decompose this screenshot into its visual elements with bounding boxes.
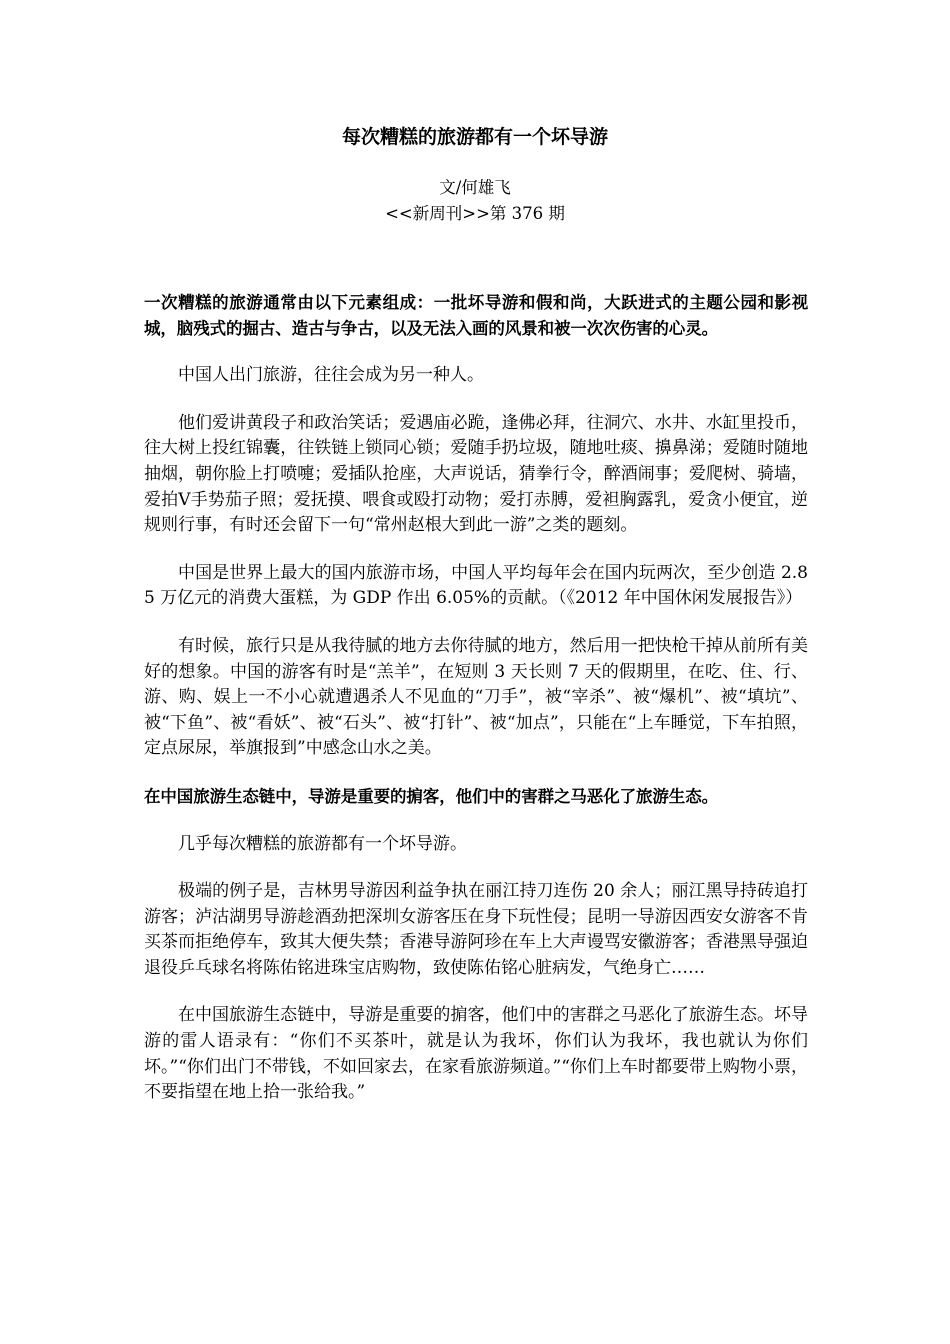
article-body — [144, 290, 808, 1128]
article-author: 文/何雄飞 — [439, 178, 511, 197]
body-paragraph: 在中国旅游生态链中，导游是重要的掮客，他们中的害群之马恶化了旅游生态。坏导游的雷人语录有：“你们不买茶叶，就是认为我坏，你们认为我坏，我也就认为你们坏。”“你们出门不带钱，不如回家去，在家看旅游频道。”“你们上车时都要带上购物小票，不要指望在地上拾一张给我。” — [144, 1005, 808, 1103]
section-heading: 在中国旅游生态链中，导游是重要的掮客，他们中的害群之马恶化了旅游生态。 — [144, 786, 719, 806]
body-paragraph: 几乎每次糟糕的旅游都有一个坏导游。 — [178, 833, 467, 854]
body-paragraph: 中国是世界上最大的国内旅游市场，中国人平均每年会在国内玩两次，至少创造 2.85 万亿元的消费大蛋糕，为 GDP 作出 6.05%的贡献。（《2012 年中国休闲发展报告》） — [144, 562, 808, 609]
body-paragraph: 有时候，旅行只是从我待腻的地方去你待腻的地方，然后用一把快枪干掉从前所有美好的想象。中国的游客有时是“羔羊”，在短则 3 天长则 7 天的假期里，在吃、住、行、游、购、娱上一不小心就遭遇杀人不见血的“刀手”，被“宰杀”、被“爆机”、被“填坑”、被“下鱼”、被“看妖”、被“石头”、被“打针”、被“加点”，只能在“上车睡觉，下车拍照，定点尿尿，举旗报到”中感念山水之美。 — [144, 635, 808, 759]
article-title: 每次糟糕的旅游都有一个坏导游 — [341, 126, 608, 148]
body-paragraph: 极端的例子是，吉林男导游因利益争执在丽江持刀连伤 20 余人；丽江黑导持砖追打游客；泸沽湖男导游趁酒劲把深圳女游客压在身下玩性侵；昆明一导游因西安女游客不肯买茶而拒绝停车，致其大便失禁；香港导游阿珍在车上大声谩骂安徽游客；香港黑导强迫退役乒乓球名将陈佑铭进珠宝店购物，致使陈佑铭心脏病发，气绝身亡…… — [144, 881, 808, 978]
body-paragraph: 他们爱讲黄段子和政治笑话；爱遇庙必跪，逢佛必拜，往洞穴、水井、水缸里投币，往大树上投红锦囊，往铁链上锁同心锁；爱随手扔垃圾，随地吐痰、擤鼻涕；爱随时随地抽烟，朝你脸上打喷嚏；爱插队抢座，大声说话，猜拳行令，醉酒闹事；爱爬树、骑墙，爱拍Ⅴ手势茄子照；爱抚摸、喂食或殴打动物；爱打赤膊，爱袒胸露乳，爱贪小便宜，逆规则行事，有时还会留下一句“常州赵根大到此一游”之类的题刻。 — [144, 412, 808, 536]
article-source: <<新周刊>>第 376 期 — [385, 204, 565, 223]
body-paragraph: 中国人出门旅游，往往会成为另一种人。 — [178, 365, 484, 386]
lead-paragraph: 一次糟糕的旅游通常由以下元素组成：一批坏导游和假和尚，大跃进式的主题公园和影视城，脑残式的掘古、造古与争古，以及无法入画的风景和被一次次伤害的心灵。 — [144, 293, 808, 338]
